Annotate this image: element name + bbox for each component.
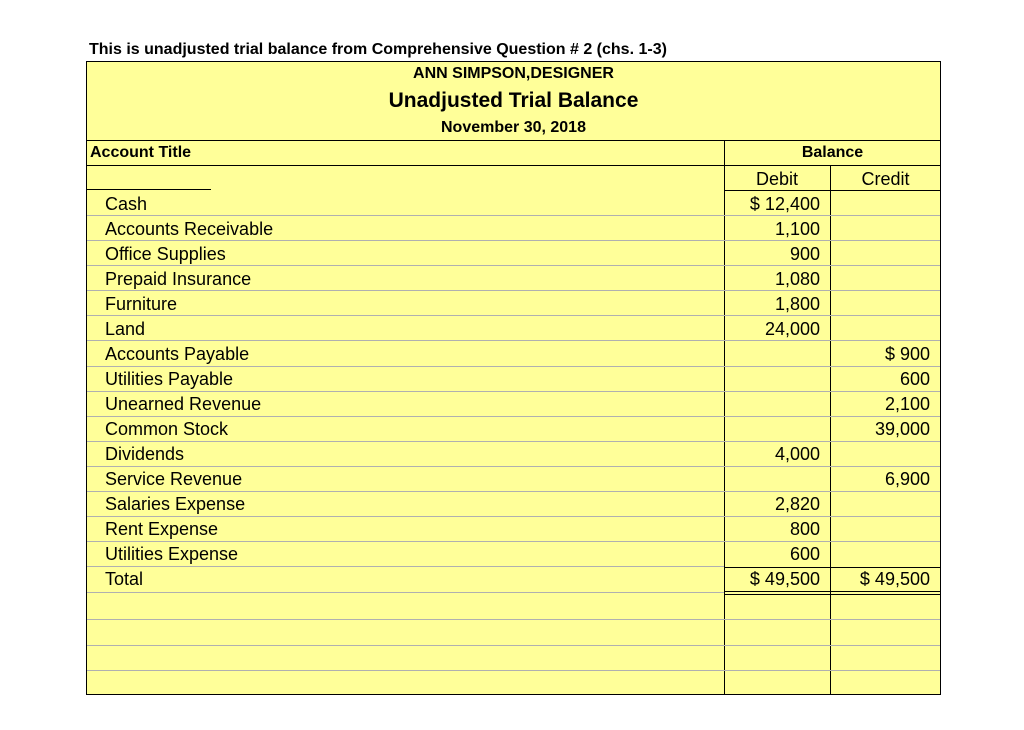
credit-value: $ 900 xyxy=(884,344,930,364)
trial-balance-sheet xyxy=(86,61,941,695)
debit-value: 900 xyxy=(789,244,820,264)
gridline xyxy=(87,340,940,341)
debit-value: 600 xyxy=(789,544,820,564)
account-title-header: Account Title xyxy=(90,144,192,161)
total-double-line-2 xyxy=(724,594,940,595)
total-double-line-1 xyxy=(724,591,940,592)
account-name: Accounts Receivable xyxy=(105,219,274,239)
report-title: Unadjusted Trial Balance xyxy=(388,89,639,112)
account-title-underline xyxy=(87,189,211,190)
debit-value: 1,100 xyxy=(774,219,820,239)
credit-value: 2,100 xyxy=(884,394,930,414)
credit-value: 39,000 xyxy=(874,419,930,439)
gridline xyxy=(87,516,940,517)
account-name: Service Revenue xyxy=(105,469,243,489)
total-credit: $ 49,500 xyxy=(859,569,930,589)
account-name: Land xyxy=(105,319,146,339)
gridline xyxy=(87,240,940,241)
debit-value: 800 xyxy=(789,519,820,539)
debit-value: $ 12,400 xyxy=(749,194,820,214)
account-name: Office Supplies xyxy=(105,244,226,264)
gridline xyxy=(87,416,940,417)
gridline xyxy=(87,441,940,442)
debit-value: 1,800 xyxy=(774,294,820,314)
credit-header: Credit xyxy=(861,169,910,189)
company-name: ANN SIMPSON,DESIGNER xyxy=(413,65,614,82)
debit-value: 4,000 xyxy=(774,444,820,464)
account-name: Accounts Payable xyxy=(105,344,250,364)
account-name: Utilities Expense xyxy=(105,544,239,564)
account-name: Salaries Expense xyxy=(105,494,246,514)
gridline xyxy=(87,290,940,291)
total-label: Total xyxy=(105,569,144,589)
credit-value: 600 xyxy=(899,369,930,389)
gridline xyxy=(87,315,940,316)
debit-value: 1,080 xyxy=(774,269,820,289)
account-name: Utilities Payable xyxy=(105,369,234,389)
report-date: November 30, 2018 xyxy=(441,119,586,136)
debit-credit-underline xyxy=(724,190,940,191)
gridline xyxy=(87,670,940,671)
gridline xyxy=(87,366,940,367)
gridline xyxy=(87,215,940,216)
gridline xyxy=(87,592,724,593)
total-debit: $ 49,500 xyxy=(749,569,820,589)
total-top-line xyxy=(724,567,940,568)
gridline xyxy=(87,466,940,467)
gridline xyxy=(87,645,940,646)
account-name: Furniture xyxy=(105,294,178,314)
gridline xyxy=(87,566,724,567)
caption: This is unadjusted trial balance from Comprehensive Question # 2 (chs. 1-3) xyxy=(89,41,667,58)
column-head-divider xyxy=(87,165,940,166)
credit-value: 6,900 xyxy=(884,469,930,489)
debit-value: 2,820 xyxy=(774,494,820,514)
account-name: Common Stock xyxy=(105,419,229,439)
account-name: Dividends xyxy=(105,444,185,464)
debit-header: Debit xyxy=(755,169,799,189)
gridline xyxy=(87,491,940,492)
header-divider xyxy=(87,140,940,141)
gridline xyxy=(87,541,940,542)
account-name: Rent Expense xyxy=(105,519,219,539)
balance-header: Balance xyxy=(801,144,864,161)
account-name: Unearned Revenue xyxy=(105,394,262,414)
gridline xyxy=(87,391,940,392)
gridline xyxy=(87,265,940,266)
gridline xyxy=(87,619,940,620)
account-name: Cash xyxy=(105,194,148,214)
account-name: Prepaid Insurance xyxy=(105,269,252,289)
debit-value: 24,000 xyxy=(764,319,820,339)
